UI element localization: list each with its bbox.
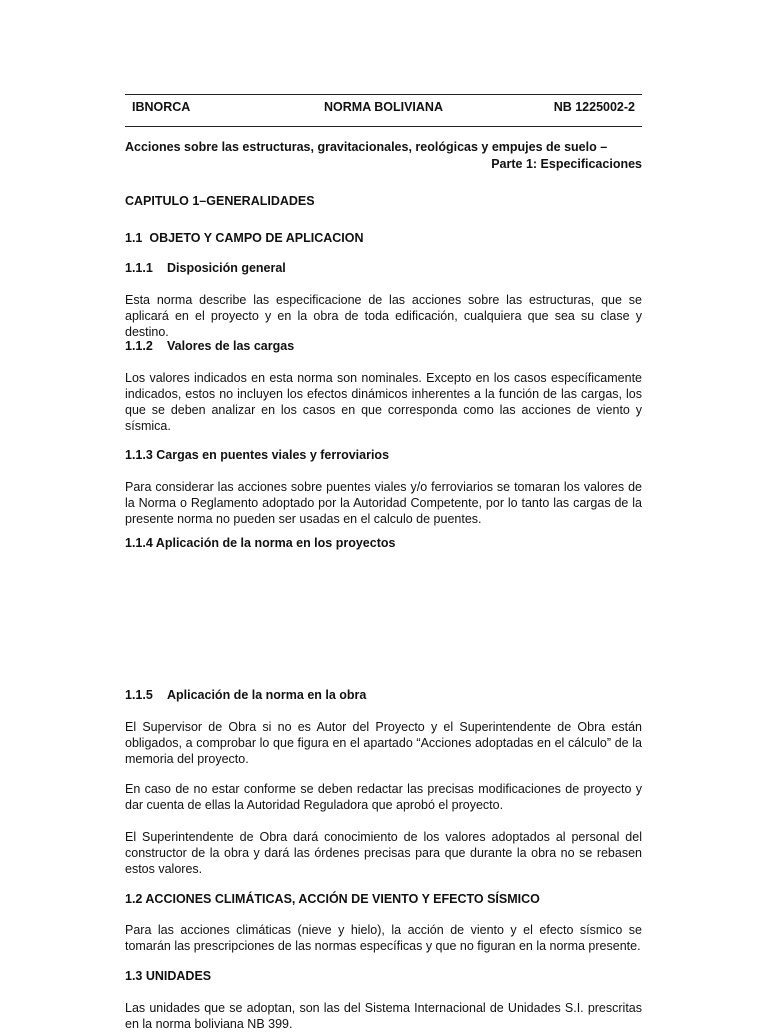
section-1-1-5-heading (125, 686, 642, 704)
section-title: Valores de las cargas (167, 339, 295, 353)
section-number: 1.1.2 (125, 339, 153, 353)
section-number: 1.1.1 (125, 261, 153, 275)
header-norm-code: NB 1225002-2 (553, 100, 635, 114)
section-1-1-heading (125, 229, 642, 247)
chapter-heading: CAPITULO 1–GENERALIDADES (125, 194, 315, 208)
section-1-2-text: Para las acciones climáticas (nieve y hielo), la acción de viento y el efecto sísmico se tomarán las prescripciones de las normas específicas y que no figuran en la norma presente. (125, 923, 642, 953)
section-title: OBJETO Y CAMPO DE APLICACION (149, 231, 364, 245)
header-organization: IBNORCA (132, 100, 191, 114)
section-1-1-1-text: Esta norma describe las especificacione de las acciones sobre las estructuras, que se aplicará en el proyecto y en la obra de toda edificación, cualquiera que sea su clase y destino. (125, 293, 642, 339)
section-title: Disposición general (167, 261, 286, 275)
section-1-1-1-heading (125, 259, 642, 277)
section-1-2-heading: 1.2 ACCIONES CLIMÁTICAS, ACCIÓN DE VIENTO Y EFECTO SÍSMICO (125, 892, 540, 906)
section-1-1-5-paragraph-1: El Supervisor de Obra si no es Autor del Proyecto y el Superintendente de Obra están obligados, a comprobar lo que figura en el apartado “Acciones adoptadas en el cálculo” de la memoria del proyecto. (125, 720, 642, 766)
section-number: 1.1 (125, 231, 143, 245)
section-1-1-4-heading: 1.1.4 Aplicación de la norma en los proyectos (125, 536, 396, 550)
section-title: Aplicación de la norma en la obra (167, 688, 367, 702)
section-1-3-text: Las unidades que se adoptan, son las del Sistema Internacional de Unidades S.I. prescritas en la norma boliviana NB 399. (125, 1001, 642, 1031)
section-number: 1.1.5 (125, 688, 153, 702)
section-1-1-5-paragraph-3: El Superintendente de Obra dará conocimiento de los valores adoptados al personal del constructor de la obra y dará las órdenes precisas para que durante la obra no se rebasen estos valores. (125, 830, 642, 876)
section-1-1-3-text: Para considerar las acciones sobre puentes viales y/o ferroviarios se tomaran los valores de la Norma o Reglamento adoptado por la Autoridad Competente, por lo tanto las cargas de la presente norma no pueden ser usadas en el calculo de puentes. (125, 480, 642, 526)
section-1-3-heading: 1.3 UNIDADES (125, 969, 212, 983)
section-1-1-3-heading: 1.1.3 Cargas en puentes viales y ferroviarios (125, 448, 390, 462)
document-subtitle: Parte 1: Especificaciones (491, 157, 642, 171)
section-1-1-5-paragraph-2: En caso de no estar conforme se deben redactar las precisas modificaciones de proyecto y dar cuenta de ellas la Autoridad Reguladora que aprobó el proyecto. (125, 782, 642, 812)
section-1-1-2-heading (125, 337, 642, 355)
document-title: Acciones sobre las estructuras, gravitacionales, reológicas y empujes de suelo – (125, 140, 608, 154)
page-header (132, 100, 635, 118)
header-bottom-rule (125, 126, 642, 127)
header-norm-type: NORMA BOLIVIANA (324, 100, 443, 114)
section-1-1-2-text: Los valores indicados en esta norma son nominales. Excepto en los casos específicamente indicados, estos no incluyen los efectos dinámicos inherentes a la función de las cargas, los que se deben analizar en los casos en que corresponda como las acciones de viento y sísmica. (125, 371, 642, 433)
header-top-rule (125, 94, 642, 95)
document-page (125, 0, 642, 1031)
